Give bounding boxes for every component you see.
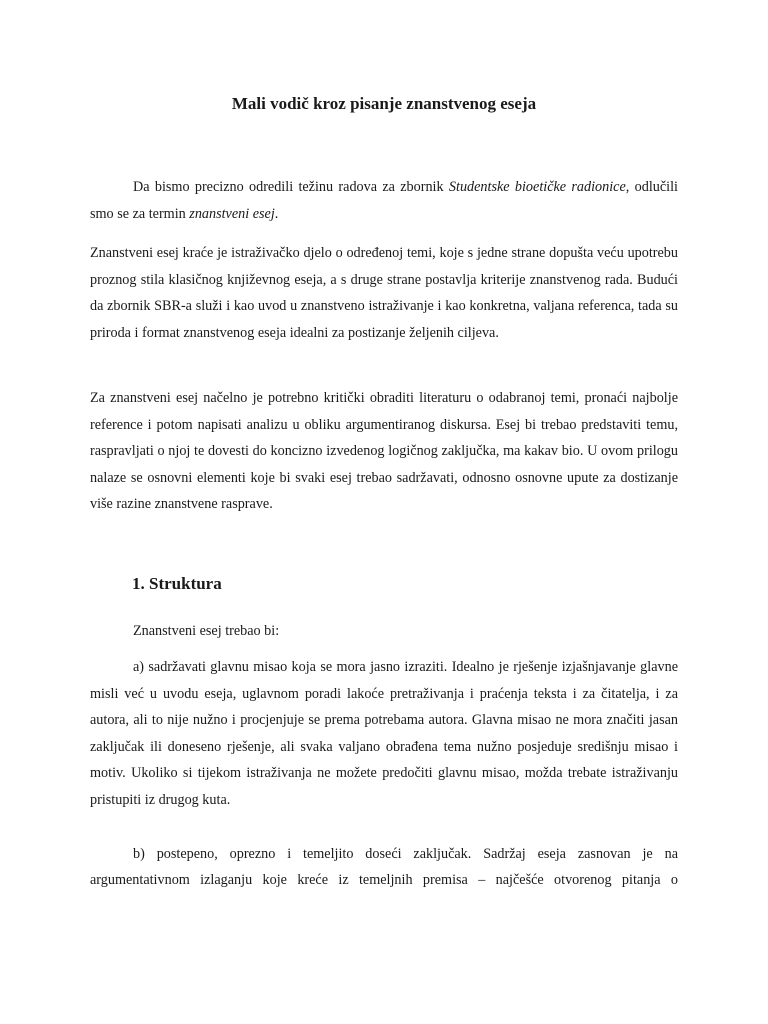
intro-paragraph — [90, 174, 678, 227]
document-title: Mali vodič kroz pisanje znanstvenog eseja — [231, 94, 537, 113]
intro-text-middle: , odlučili smo se za termin — [90, 179, 678, 222]
essay-term: znanstveni esej — [189, 205, 275, 222]
section-heading-structure: 1. Struktura — [132, 574, 222, 593]
list-item-a: a) sadržavati glavnu misao koja se mora jasno izraziti. Idealno je rješenje izjašnjavanje glavne misli već u uvodu eseja, uglavnom poradi lakoće pretraživanja i praćenja teksta i za čitatelja, i za autora, ali to nije nužno i procjenjuje se prema potrebama autora. Glavna misao ne mora značiti jasan zaključak ili doneseno rješenje, ali svaka valjano obrađena tema nužno posjeduje središnju misao i motiv. Ukoliko si tijekom istraživanja ne možete predočiti glavnu misao, možda trebate istraživanju pristupiti iz drugog kuta. — [90, 659, 678, 808]
method-paragraph: Za znanstveni esej načelno je potrebno kritički obraditi literaturu o odabranoj temi, pronaći najbolje reference i potom napisati analizu u obliku argumentiranog diskursa. Esej bi trebao predstaviti temu, raspravljati o njoj te dovesti do koncizno izvedenog logičnog zaključka, ma kakav bio. U ovom prilogu nalaze se osnovni elementi koje bi svaki esej trebao sadržavati, odnosno osnovne upute za dostizanje više razine znanstvene rasprave. — [90, 390, 678, 513]
intro-text-start: Da bismo precizno odredili težinu radova za zbornik — [133, 179, 449, 195]
list-item-b-continuation: argumentativnom izlaganju koje kreće iz temeljnih premisa – najčešće otvorenog pitanja o — [90, 872, 678, 888]
intro-text-end: . — [274, 205, 279, 222]
journal-name: Studentske bioetičke radionice — [448, 179, 626, 195]
section-lead: Znanstveni esej trebao bi: — [133, 623, 280, 639]
list-item-b: b) postepeno, oprezno i temeljito doseći zaključak. Sadržaj eseja zasnovan je na — [133, 846, 678, 862]
definition-paragraph: Znanstveni esej kraće je istraživačko djelo o određenoj temi, koje s jedne strane dopušta veću upotrebu proznog stila klasičnog književnog eseja, a s druge strane postavlja kriterije znanstvenog rada. Budući da zbornik SBR-a služi i kao uvod u znanstveno istraživanje i kao konkretna, valjana referenca, tada su priroda i format znanstvenog eseja idealni za postizanje željenih ciljeva. — [90, 245, 678, 341]
